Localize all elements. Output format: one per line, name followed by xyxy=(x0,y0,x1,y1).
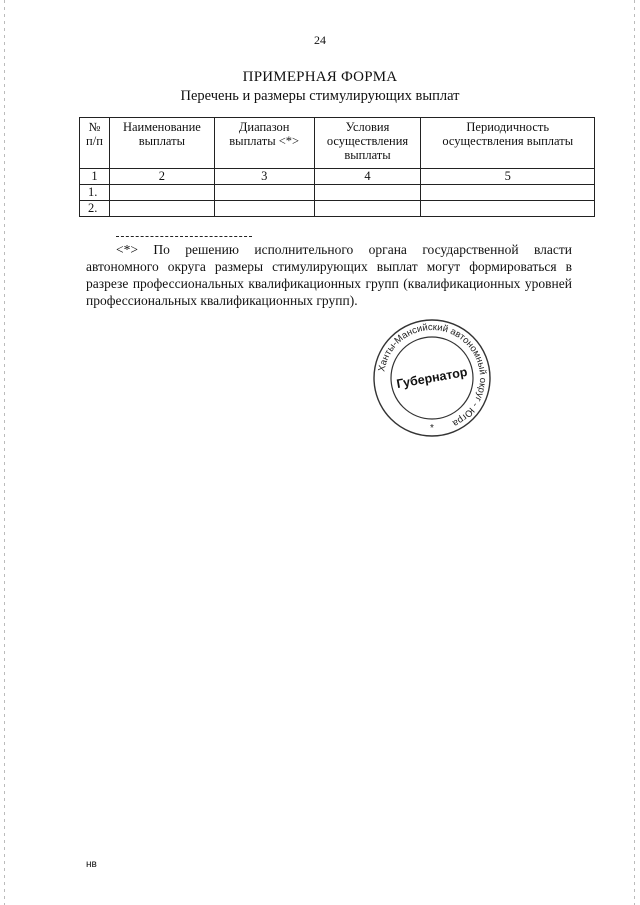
stamp-ring-text: Ханты-Мансийский автономный округ - Югра xyxy=(376,321,489,429)
table-cell xyxy=(421,201,595,217)
form-subtitle: Перечень и размеры стимулирующих выплат xyxy=(180,88,460,104)
column-number: 2 xyxy=(109,169,214,185)
stamp-star: * xyxy=(430,423,434,434)
table-cell xyxy=(314,201,421,217)
governor-stamp xyxy=(367,318,497,438)
header-payment-name: Наименование выплаты xyxy=(109,118,214,169)
stamp-seal xyxy=(367,318,497,438)
table-row xyxy=(80,185,595,201)
form-title: ПРИМЕРНАЯ ФОРМА xyxy=(242,69,398,85)
footnote-separator xyxy=(116,236,252,237)
stamp-center-text: Губернатор xyxy=(395,364,469,392)
table-cell xyxy=(109,201,214,217)
header-payment-range: Диапазон выплаты <*> xyxy=(214,118,314,169)
table-cell xyxy=(214,185,314,201)
footnote-text: <*> По решению исполнительного органа государственной власти автономного округа размеры стимулирующих выплат могут формироваться в разрезе профессиональных квалификационных групп (квалификационных уровней профессиональных квалификационных групп). xyxy=(86,242,572,308)
table-header-row xyxy=(80,118,595,169)
table-cell xyxy=(214,201,314,217)
header-payment-conditions: Условия осуществления выплаты xyxy=(314,118,421,169)
payments-table xyxy=(79,117,595,217)
table-cell: 1. xyxy=(80,185,110,201)
column-number: 3 xyxy=(214,169,314,185)
header-number: № п/п xyxy=(80,118,110,169)
column-number: 5 xyxy=(421,169,595,185)
table-cell xyxy=(314,185,421,201)
column-number-row xyxy=(80,169,595,185)
column-number: 1 xyxy=(80,169,110,185)
header-payment-periodicity: Периодичность осуществления выплаты xyxy=(421,118,595,169)
table-row xyxy=(80,201,595,217)
column-number: 4 xyxy=(314,169,421,185)
table-cell: 2. xyxy=(80,201,110,217)
corner-mark: нв xyxy=(86,859,97,870)
left-page-edge xyxy=(4,0,5,905)
right-page-edge xyxy=(634,0,635,905)
page-number: 24 xyxy=(314,33,326,47)
table-cell xyxy=(109,185,214,201)
table-cell xyxy=(421,185,595,201)
